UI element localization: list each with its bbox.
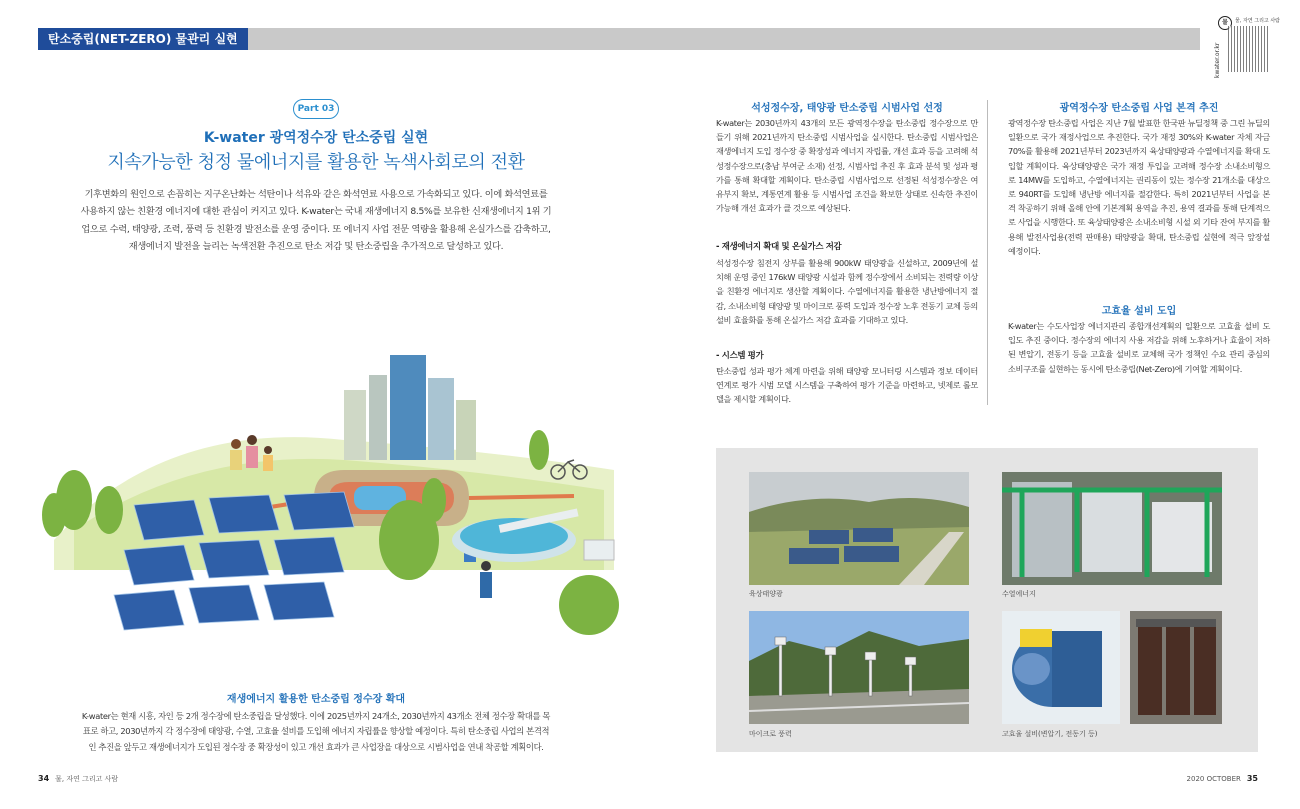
renewable-paragraph: K-water는 현재 시흥, 자인 등 2개 정수장에 탄소중립을 달성했다. 이에 2025년까지 24개소, 2030년까지 43개소 전체 정수장 확대를 목표로 하고, 2030년까지 각 정수장에 태양광, 수열, 고효율 설비를 도입해 에너지 자립률을 향상할 예정이다. 특히 탄소중립 사업의 본격적인 추진을 앞두고 재생에너지가 도입된 정수장 중 확장성이 있고 개선 효과가 큰 사업장을 대상으로 시범사업을 연내 착공할 계획이다. [81, 711, 551, 752]
footer-right [1187, 774, 1258, 783]
col1-paragraph-1: K-water는 2030년까지 43개의 모든 광역정수장을 탄소중립 정수장으로 만들기 위해 2021년까지 탄소중립 시범사업을 실시한다. 탄소중립 시범사업은 재생에너지 도입 정수장 중 확장성과 에너지 자립률, 개선 효과 등을 고려해 석성정수장으로(충남 부여군 소재) 선정, 시범사업 추진 후 효과 분석 및 성과 평가를 통해 확대할 계획이다. 탄소중립 시범사업으로 선정된 석성정수장은 여유부지 확보, 계통연계 활용 등 시범사업 조건을 확보한 상태로 신속한 추진이 가능해 개선 효과가 클 것으로 예상된다. [716, 118, 978, 214]
photo-micro-wind [749, 611, 969, 724]
column-divider [987, 100, 988, 405]
intro-paragraph: 기후변화의 원인으로 손꼽히는 지구온난화는 석탄이나 석유와 같은 화석연료 사용으로 가속화되고 있다. 이에 화석연료를 사용하지 않는 친환경 에너지에 대한 관심이 커지고 있다. K-water는 국내 재생에너지 8.5%를 보유한 신재생에너지 1위 기업으로 수력, 태양광, 조력, 풍력 등 친환경 발전소를 운영 중이다. 또 에너지 사업 전문 역량을 활용해 온실가스를 감축하고, 재생에너지 발전을 늘리는 녹색전환 추진으로 탄소 저감 및 탄소중립을 추가적으로 달성하고 있다. [80, 189, 552, 253]
col1-subheading-1: - 재생에너지 확대 및 온실가스 저감 [716, 241, 842, 251]
renewable-heading: 재생에너지 활용한 탄소중립 정수장 확대 [226, 694, 406, 705]
logo-circle-icon: 물 [1218, 16, 1232, 30]
col1-paragraph-3: 탄소중립 성과 평가 체계 마련을 위해 태양광 모니터링 시스템과 정보 데이터 연계로 평가 시범 모델 시스템을 구축하여 평가 기준을 마련하고, 넷제로 롤모델을 제시할 계획이다. [716, 366, 978, 405]
col2-heading-1: 광역정수장 탄소중립 사업 본격 추진 [1059, 103, 1219, 114]
col1-paragraph-2: 석성정수장 침전지 상부를 활용해 900kW 태양광을 신설하고, 2009년에 설치해 운영 중인 176kW 태양광 시설과 함께 정수장에서 소비되는 전력량 이상을 친환경 에너지로 생산할 계획이다. 수열에너지를 활용한 냉난방에너지 절감, 소내소비형 태양광 및 마이크로 풍력 도입과 정수장 노후 전동기 교체 등의 설비 효율화를 통해 온실가스 저감 효과를 기대하고 있다. [716, 258, 978, 325]
footer-left [38, 774, 118, 784]
section-tag: 탄소중립(NET-ZERO) 물관리 실현 [38, 28, 248, 50]
building [390, 355, 426, 460]
col1-heading: 석성정수장, 태양광 탄소중립 시범사업 선정 [751, 103, 943, 114]
caption-hydrothermal: 수열에너지 [1002, 590, 1036, 598]
stamp-side-text: kwater.or.kr [1214, 42, 1221, 78]
photo-hydrothermal [1002, 472, 1222, 585]
col1-subheading-2: - 시스템 평가 [716, 350, 764, 360]
building [344, 390, 366, 460]
footer-left-text: 물, 자연 그리고 사람 [55, 775, 119, 783]
section-subtitle: 지속가능한 청정 물에너지를 활용한 녹색사회로의 전환 [107, 152, 525, 173]
qr-code-icon[interactable] [1228, 26, 1270, 72]
col2-paragraph-1: 광역정수장 탄소중립 사업은 지난 7월 발표한 한국판 뉴딜정책 중 그린 뉴딜의 일환으로 국가 재정사업으로 추진한다. 국가 재정 30%와 K-water 자체 자금 70%를 활용해 2021년부터 2023년까지 육상태양광과 수열에너지를 확대 도입할 계획이다. 육상태양광은 국가 재정 투입을 고려해 정수장 소내소비형으로 14MW를 도입하고, 수열에너지는 권리동이 있는 정수장 21개소를 대상으로 940RT를 도입해 냉난방 에너지를 절감한다. 특히 2021년부터 사업을 본격 착공하기 위해 올해 안에 기본계획 용역을 추진, 용역 결과를 통해 단계적으로 사업을 시행한다. 또 육상태양광은 소내소비형 시설 외 기타 잔여 부지를 활용해 발전사업용(전력 판매용) 태양광을 확대, 탄소중립 실현에 적극 앞장설 예정이다. [1008, 118, 1270, 256]
eco-water-plant-illustration [14, 330, 630, 650]
building [428, 378, 454, 460]
part-label: Part 03 [293, 99, 339, 119]
caption-efficiency: 고효율 설비(변압기, 전동기 등) [1002, 730, 1098, 738]
page-number-left: 34 [38, 774, 50, 783]
caption-solar: 육상태양광 [749, 590, 783, 598]
caption-wind: 마이크로 풍력 [749, 730, 792, 738]
stamp-top-text: 물, 자연 그리고 사람 [1235, 18, 1280, 24]
col2-heading-2: 고효율 설비 도입 [1101, 306, 1177, 317]
footer-right-text: 2020 OCTOBER [1186, 775, 1241, 783]
section-title: K-water 광역정수장 탄소중립 실현 [203, 130, 429, 146]
page-number-right: 35 [1246, 774, 1258, 783]
photo-solar-field [749, 472, 969, 585]
solar-panel-array [114, 492, 354, 630]
col2-paragraph-2: K-water는 수도사업장 에너지관리 종합개선계획의 일환으로 고효율 설비 도입도 추진 중이다. 정수장의 에너지 사용 저감을 위해 노후하거나 효율이 저하된 변압기, 전동기 등을 고효율 설비로 교체해 국가 정책인 수요 관리 중심의 소비구조를 실현하는 동시에 탄소중립(Net-Zero)에 기여할 계획이다. [1008, 321, 1270, 374]
building [369, 375, 387, 460]
photo-transformer [1130, 611, 1222, 724]
photo-motor [1002, 611, 1120, 724]
building [456, 400, 476, 460]
